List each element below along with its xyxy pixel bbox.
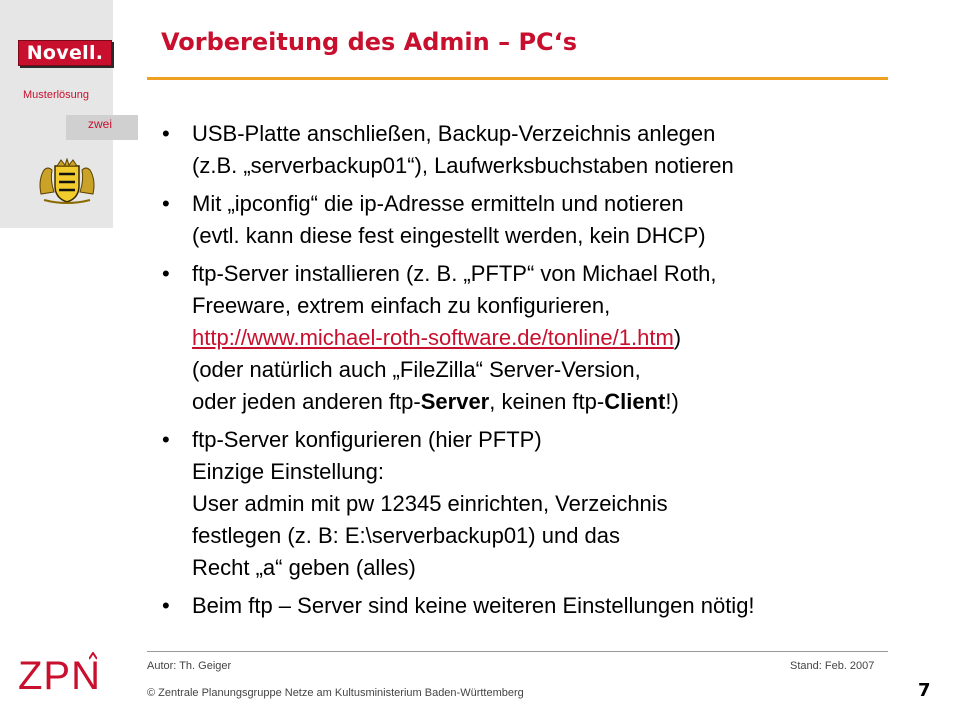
bullet-item <box>160 590 920 622</box>
bullet-line: • ftp-Server konfigurieren (hier PFTP) <box>192 427 542 452</box>
emphasis-client: Client <box>604 389 666 414</box>
bullet-item <box>160 424 920 584</box>
bullet-line: (z.B. „serverbackup01“), Laufwerksbuchstaben notieren <box>192 153 734 178</box>
bullet-item <box>160 188 920 252</box>
bullet-line: Einzige Einstellung: <box>192 459 385 484</box>
footer-author: Autor: Th. Geiger <box>147 660 232 672</box>
footer-date: Stand: Feb. 2007 <box>790 660 875 672</box>
bullet-line: • USB-Platte anschließen, Backup-Verzeichnis anlegen <box>192 121 716 146</box>
slide-title: Vorbereitung des Admin – PC‘s <box>161 28 578 56</box>
bullet-line: • ftp-Server installieren (z. B. „PFTP“ von Michael Roth, <box>192 261 717 286</box>
zpn-caret-icon <box>89 652 97 660</box>
bullet-item <box>160 118 920 182</box>
bullet-line: User admin mit pw 12345 einrichten, Verzeichnis <box>192 491 668 516</box>
bullet-list <box>160 118 920 628</box>
title-divider <box>147 77 888 80</box>
bullet-line: • Mit „ipconfig“ die ip-Adresse ermitteln und notieren <box>192 191 684 216</box>
bullet-line: • Beim ftp – Server sind keine weiteren Einstellungen nötig! <box>192 593 755 618</box>
footer-copyright: © Zentrale Planungsgruppe Netze am Kultusministerium Baden-Württemberg <box>147 687 524 699</box>
bullet-item <box>160 258 920 418</box>
bullet-line: (oder natürlich auch „FileZilla“ Server-Version, <box>192 357 641 382</box>
bullet-line: Freeware, extrem einfach zu konfigurieren, <box>192 293 611 318</box>
novell-logo: Novell. <box>18 40 112 66</box>
footer-divider <box>147 651 888 652</box>
emphasis-server: Server <box>420 389 490 414</box>
bullet-line: festlegen (z. B: E:\serverbackup01) und das <box>192 523 621 548</box>
bullet-line: Recht „a“ geben (alles) <box>192 555 416 580</box>
sidebar-tag: zwei <box>88 117 113 131</box>
bullet-line: (evtl. kann diese fest eingestellt werden, kein DHCP) <box>192 223 706 248</box>
pftp-download-link[interactable]: http://www.michael-roth-software.de/tonline/1.htm <box>192 325 674 350</box>
sidebar-subtitle: Musterlösung <box>23 89 90 101</box>
zpn-logo: ZPN <box>18 654 101 698</box>
coat-of-arms-icon <box>36 158 98 206</box>
page-number: 7 <box>918 680 931 701</box>
bullet-line: oder jeden anderen ftp-Server, keinen ftp-Client!) <box>192 389 679 414</box>
bullet-line-with-link: http://www.michael-roth-software.de/tonline/1.htm) <box>192 325 682 350</box>
